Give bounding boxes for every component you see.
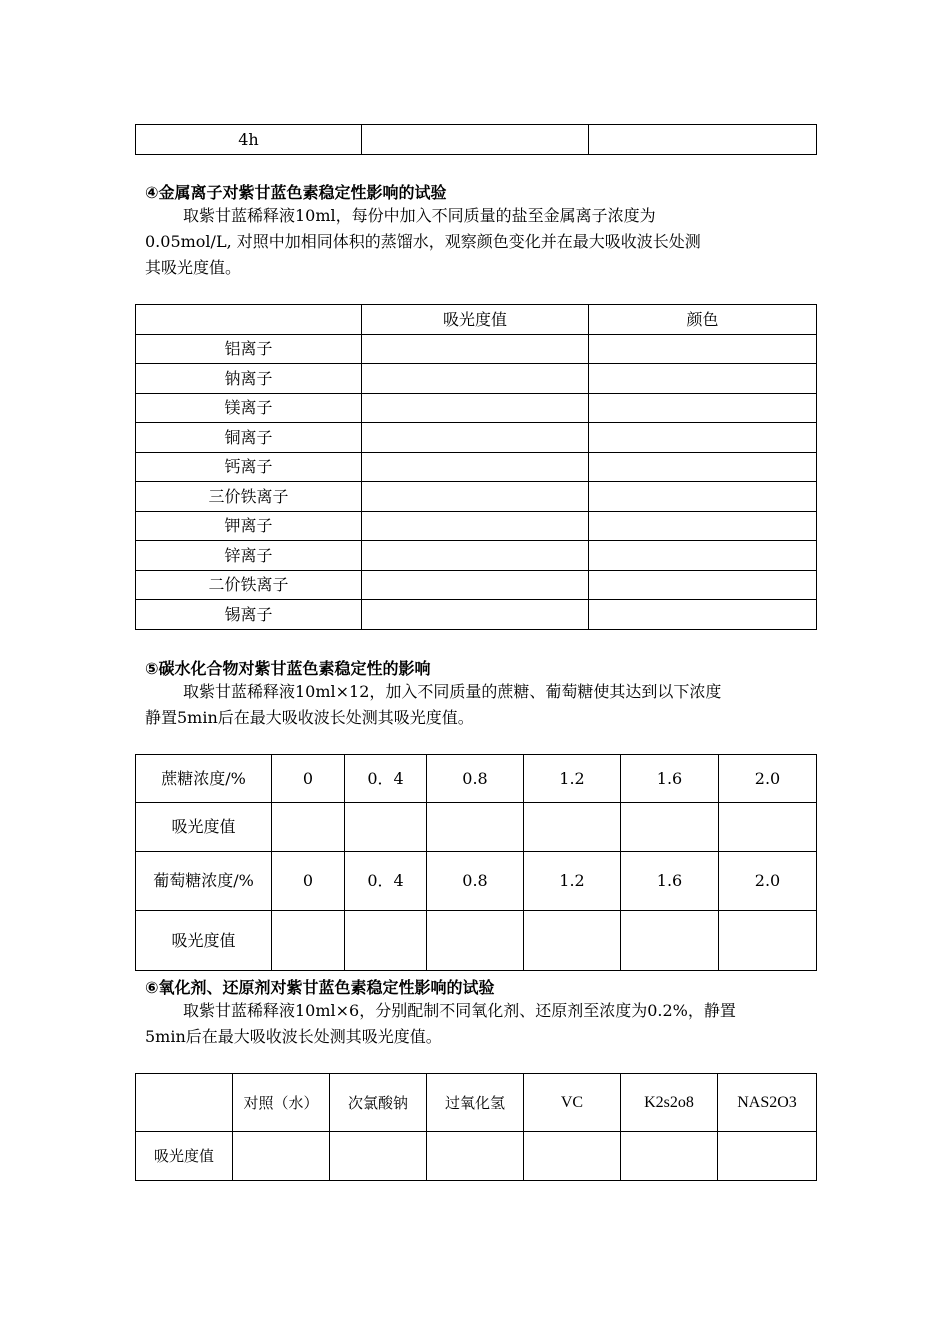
value-cell: 1.6 — [621, 852, 719, 911]
paragraph-line: 取紫甘蓝稀释液10ml，每份中加入不同质量的盐至金属离子浓度为 — [183, 206, 656, 225]
section-heading: ④金属离子对紫甘蓝色素稳定性影响的试验 — [145, 183, 447, 202]
table-row — [136, 541, 817, 571]
section-paragraph — [145, 679, 825, 731]
table-header-row — [136, 1074, 817, 1132]
row-label: 铝离子 — [136, 335, 362, 364]
table-cell — [272, 803, 345, 852]
table-row — [136, 571, 817, 600]
value-cell: 2.0 — [719, 755, 817, 803]
table-cell — [345, 911, 427, 971]
value-cell: 1.6 — [621, 755, 719, 803]
value-cell: 0 — [272, 755, 345, 803]
header-cell — [136, 1074, 233, 1132]
row-label: 蔗糖浓度/% — [136, 755, 272, 803]
value-cell: 2.0 — [719, 852, 817, 911]
table-cell — [345, 803, 427, 852]
row-label: 吸光度值 — [136, 1132, 233, 1181]
section-heading: ⑤碳水化合物对紫甘蓝色素稳定性的影响 — [145, 659, 431, 678]
row-label: 锌离子 — [136, 541, 362, 571]
table-cell — [362, 571, 589, 600]
table-cell — [589, 600, 817, 630]
table-cell — [362, 541, 589, 571]
table-row — [136, 335, 817, 364]
table-row — [136, 453, 817, 482]
table-cell — [427, 911, 524, 971]
row-label: 三价铁离子 — [136, 482, 362, 512]
value-cell: 0 — [272, 852, 345, 911]
table-row — [136, 1132, 817, 1181]
table-cell — [427, 803, 524, 852]
table-cell — [233, 1132, 330, 1181]
row-label: 钾离子 — [136, 512, 362, 541]
table-row — [136, 364, 817, 394]
paragraph-line: 静置5min后在最大吸收波长处测其吸光度值。 — [145, 708, 474, 727]
oxidant-reductant-table — [135, 1073, 817, 1181]
table-cell — [621, 911, 719, 971]
section-paragraph — [145, 203, 825, 281]
section-heading: ⑥氧化剂、还原剂对紫甘蓝色素稳定性影响的试验 — [145, 978, 495, 997]
table-cell — [362, 125, 589, 155]
table-cell — [589, 394, 817, 423]
header-cell: K2s2o8 — [621, 1074, 718, 1132]
row-label: 钙离子 — [136, 453, 362, 482]
table-cell — [362, 394, 589, 423]
table-cell — [589, 335, 817, 364]
row-label: 二价铁离子 — [136, 571, 362, 600]
table-row — [136, 852, 817, 911]
table-cell — [362, 600, 589, 630]
table-cell — [621, 1132, 718, 1181]
row-label: 钠离子 — [136, 364, 362, 394]
table-cell — [362, 364, 589, 394]
table-cell — [719, 911, 817, 971]
table-cell — [362, 453, 589, 482]
continued-table — [135, 124, 817, 155]
table-cell — [524, 1132, 621, 1181]
metal-ion-table — [135, 304, 817, 630]
table-cell — [589, 364, 817, 394]
table-cell — [589, 571, 817, 600]
table-row — [136, 394, 817, 423]
header-cell: NAS2O3 — [718, 1074, 817, 1132]
row-label: 锡离子 — [136, 600, 362, 630]
table-cell — [589, 453, 817, 482]
header-cell: 过氧化氢 — [427, 1074, 524, 1132]
table-row — [136, 512, 817, 541]
row-label: 镁离子 — [136, 394, 362, 423]
row-label: 吸光度值 — [136, 911, 272, 971]
table-cell — [362, 335, 589, 364]
paragraph-line: 其吸光度值。 — [145, 258, 242, 277]
table-cell — [589, 512, 817, 541]
table-cell — [362, 512, 589, 541]
section-paragraph — [145, 998, 825, 1050]
table-cell — [362, 482, 589, 512]
table-cell — [719, 803, 817, 852]
row-label: 铜离子 — [136, 423, 362, 453]
table-row — [136, 125, 817, 155]
table-cell — [330, 1132, 427, 1181]
row-label: 4h — [136, 125, 362, 155]
value-cell: 0．4 — [345, 852, 427, 911]
table-cell — [621, 803, 719, 852]
paragraph-line: 0.05mol/L, 对照中加相同体积的蒸馏水，观察颜色变化并在最大吸收波长处测 — [145, 232, 701, 251]
table-row — [136, 803, 817, 852]
paragraph-line: 取紫甘蓝稀释液10ml×6，分别配制不同氧化剂、还原剂至浓度为0.2%，静置 — [183, 1001, 736, 1020]
table-row — [136, 423, 817, 453]
table-header-row — [136, 305, 817, 335]
value-cell: 0.8 — [427, 852, 524, 911]
row-label: 葡萄糖浓度/% — [136, 852, 272, 911]
header-cell: 对照（水） — [233, 1074, 330, 1132]
row-label: 吸光度值 — [136, 803, 272, 852]
header-cell — [136, 305, 362, 335]
table-row — [136, 911, 817, 971]
value-cell: 0．4 — [345, 755, 427, 803]
table-row — [136, 755, 817, 803]
paragraph-line: 5min后在最大吸收波长处测其吸光度值。 — [145, 1027, 442, 1046]
paragraph-line: 取紫甘蓝稀释液10ml×12，加入不同质量的蔗糖、葡萄糖使其达到以下浓度 — [183, 682, 722, 701]
carbohydrate-table — [135, 754, 817, 971]
table-cell — [589, 541, 817, 571]
table-cell — [589, 125, 817, 155]
table-cell — [589, 423, 817, 453]
table-cell — [718, 1132, 817, 1181]
value-cell: 1.2 — [524, 755, 621, 803]
header-cell: 颜色 — [589, 305, 817, 335]
value-cell: 1.2 — [524, 852, 621, 911]
table-cell — [272, 911, 345, 971]
table-row — [136, 482, 817, 512]
table-cell — [524, 911, 621, 971]
value-cell: 0.8 — [427, 755, 524, 803]
table-cell — [589, 482, 817, 512]
header-cell: 次氯酸钠 — [330, 1074, 427, 1132]
table-row — [136, 600, 817, 630]
header-cell: VC — [524, 1074, 621, 1132]
table-cell — [362, 423, 589, 453]
table-cell — [524, 803, 621, 852]
table-cell — [427, 1132, 524, 1181]
header-cell: 吸光度值 — [362, 305, 589, 335]
